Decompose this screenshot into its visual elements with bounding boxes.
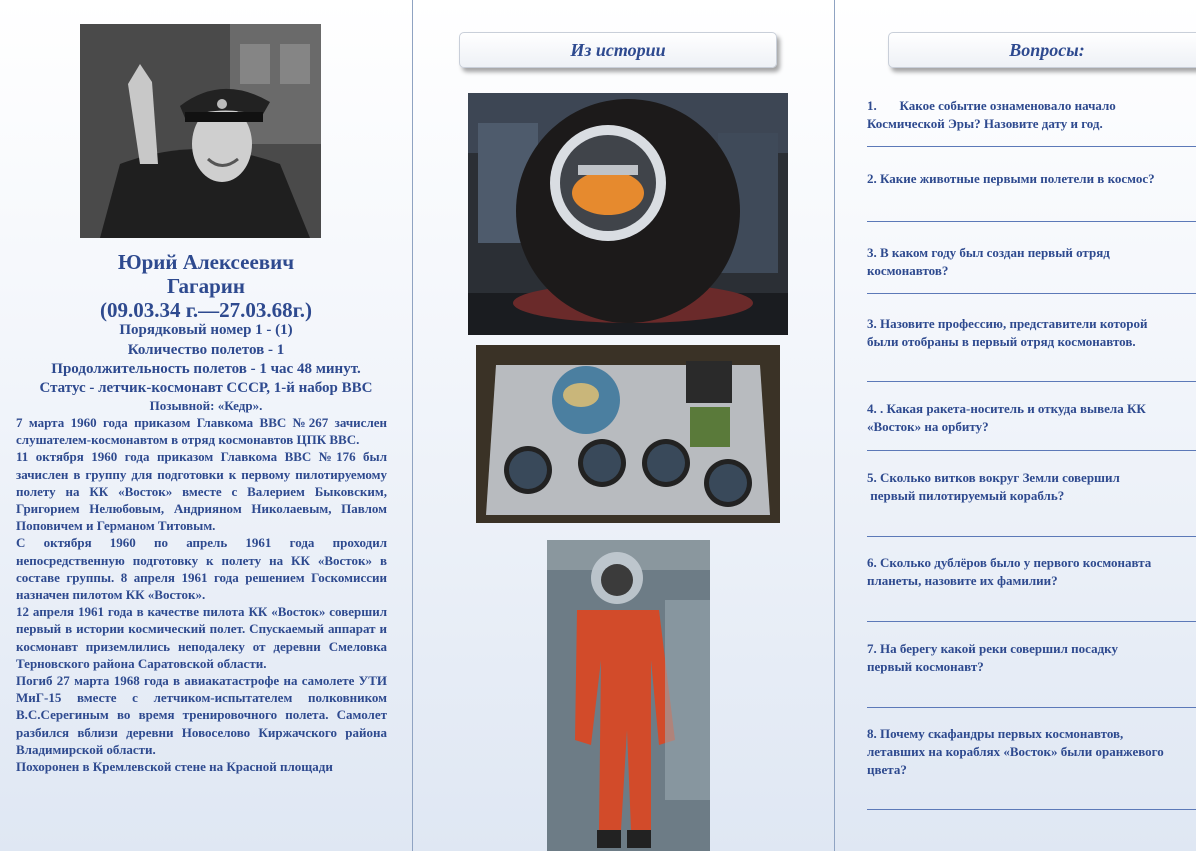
descent-capsule-photo (468, 93, 788, 335)
answer-line (867, 293, 1196, 294)
life-dates: (09.03.34 г.—27.03.68г.) (99, 298, 313, 322)
flight-duration: Продолжительность полетов - 1 час 48 минут. (51, 361, 361, 377)
callsign: Позывной: «Кедр». (149, 398, 263, 413)
question-5: 5. Сколько витков вокруг Земли совершил первый пилотируемый корабль? (867, 470, 1120, 503)
questions-heading: Вопросы: (888, 32, 1196, 68)
question-2: 2. Какие животные первыми полетели в космос? (867, 171, 1155, 186)
status: Статус - летчик-космонавт СССР, 1-й набор ВВС (39, 380, 373, 396)
answer-line (867, 381, 1196, 382)
question-6: 6. Сколько дублёров было у первого космонавта планеты, назовите их фамилии? (867, 555, 1152, 588)
spacesuit-photo (547, 540, 710, 851)
answer-line (867, 221, 1196, 222)
question-7: 7. На берегу какой реки совершил посадку первый космонавт? (867, 641, 1118, 674)
biography (16, 414, 387, 775)
bio-paragraph: С октября 1960 по апрель 1961 года проходил непосредственную подготовку к полету на КК «Восток» в составе группы. 8 апреля 1961 года решением Госкомиссии назначен пилотом КК «Восток». (16, 535, 387, 603)
answer-line (867, 809, 1196, 810)
name-first-patronymic: Юрий Алексеевич (117, 250, 295, 274)
question-1: 1. Какое событие ознаменовало начало Космической Эры? Назовите дату и год. (867, 98, 1116, 131)
bio-paragraph: Погиб 27 марта 1968 года в авиакатастрофе на самолете УТИ МиГ-15 вместе с летчиком-испытателем полковником В.С.Серегиным во время тренировочного полета. Самолет разбился вблизи деревни Новоселово Киржачского района Владимирской области. (16, 673, 387, 757)
answer-line (867, 146, 1196, 147)
bio-paragraph: 7 марта 1960 года приказом Главкома ВВС №267 зачислен слушателем-космонавтом в отряд космонавтов ЦПК ВВС. (16, 415, 387, 448)
question-3b: 3. Назовите профессию, представители которой были отобраны в первый отряд космонавтов. (867, 316, 1148, 349)
middle-panel (413, 0, 835, 851)
question-4: 4. . Какая ракета-носитель и откуда вывела КК «Восток» на орбиту? (867, 401, 1146, 434)
bio-paragraph: 12 апреля 1961 года в качестве пилота КК «Восток» совершил первый в истории космический полет. Спускаемый аппарат и космонавт приземлились неподалеку от деревни Смеловка Терновского района Саратовской области. (16, 604, 387, 671)
control-panel-photo (476, 345, 780, 523)
name-surname: Гагарин (167, 274, 245, 298)
right-panel (835, 0, 1196, 851)
question-8: 8. Почему скафандры первых космонавтов, летавших на кораблях «Восток» были оранжевого цвета? (867, 726, 1164, 777)
flight-count: Количество полетов - 1 (127, 342, 285, 358)
answer-line (867, 450, 1196, 451)
answer-line (867, 621, 1196, 622)
left-panel (0, 0, 413, 851)
answer-line (867, 536, 1196, 537)
bio-paragraph: Похоронен в Кремлевской стене на Красной площади (16, 759, 333, 775)
bio-paragraph: 11 октября 1960 года приказом Главкома ВВС №176 был зачислен в группу для подготовки к первому пилотируемому полету на КК «Восток» вместе с Валерием Быковским, Григорием Нелюбовым, Андрияном Николаевым, Павлом Поповичем и Германом Титовым. (16, 449, 387, 534)
history-heading: Из истории (459, 32, 777, 68)
gagarin-portrait-photo (80, 24, 321, 238)
serial-number: Порядковый номер 1 - (1) (119, 322, 293, 338)
question-3: 3. В каком году был создан первый отряд космонавтов? (867, 245, 1110, 278)
answer-line (867, 707, 1196, 708)
